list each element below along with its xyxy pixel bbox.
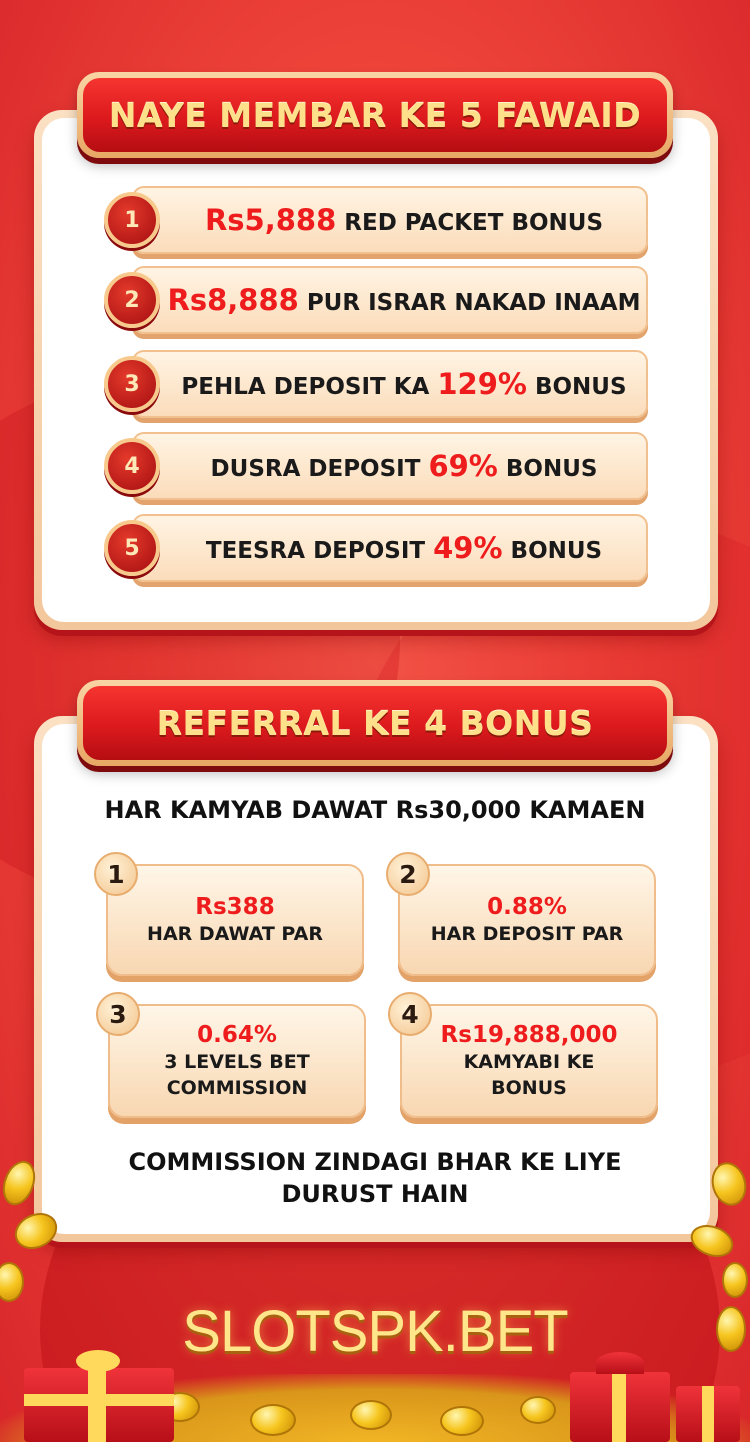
card-label: HAR DEPOSIT PAR xyxy=(430,923,624,945)
benefit-row xyxy=(104,186,648,254)
benefit-row xyxy=(104,350,648,418)
card-label: KAMYABI KE xyxy=(463,1051,595,1073)
benefit-highlight: 49% xyxy=(433,531,503,565)
card-label: 3 LEVELS BET xyxy=(164,1051,310,1073)
benefit-row xyxy=(104,514,648,582)
coin-icon xyxy=(250,1404,296,1436)
referral-card xyxy=(398,859,656,976)
commission-note: COMMISSION ZINDAGI BHAR KE LIYE DURUST HAIN xyxy=(128,1148,622,1208)
referral-card xyxy=(108,999,366,1118)
benefit-number-badge: 2 xyxy=(104,272,160,328)
referral-subtitle: HAR KAMYAB DAWAT Rs30,000 KAMAEN xyxy=(104,796,646,824)
benefit-highlight: 69% xyxy=(428,449,498,483)
benefit-text: Rs5,888 RED PACKET BONUS xyxy=(204,203,604,237)
card-number-badge: 3 xyxy=(96,992,140,1036)
benefit-text: Rs8,888 PUR ISRAR NAKAD INAAM xyxy=(167,283,641,317)
card-label: HAR DAWAT PAR xyxy=(147,923,323,945)
card-number-badge: 4 xyxy=(388,992,432,1036)
card-number-badge: 2 xyxy=(386,852,430,896)
benefit-highlight: Rs5,888 xyxy=(204,203,337,237)
referral-title-banner xyxy=(77,680,673,766)
card-label: COMMISSION xyxy=(166,1077,308,1099)
benefit-text: TEESRA DEPOSIT 49% BONUS xyxy=(205,531,603,565)
card-label: BONUS xyxy=(491,1077,567,1099)
benefit-number-badge: 3 xyxy=(104,356,160,412)
benefit-number-badge: 1 xyxy=(104,192,160,248)
benefit-highlight: 129% xyxy=(437,367,527,401)
benefit-text: PEHLA DEPOSIT KA 129% BONUS xyxy=(181,367,627,401)
coin-icon xyxy=(350,1400,392,1430)
coin-icon xyxy=(0,1262,24,1302)
brand-logo: SLOTSPK.BET xyxy=(182,1299,568,1364)
card-value: 0.64% xyxy=(197,1022,277,1048)
benefit-number-badge: 5 xyxy=(104,520,160,576)
benefit-highlight: Rs8,888 xyxy=(167,283,299,317)
benefit-text: DUSRA DEPOSIT 69% BONUS xyxy=(210,449,598,483)
referral-card xyxy=(400,999,658,1118)
benefit-row xyxy=(104,432,648,500)
referral-title: REFERRAL KE 4 BONUS xyxy=(83,686,667,760)
referral-card xyxy=(106,859,364,976)
coin-icon xyxy=(722,1262,748,1298)
benefits-title-banner xyxy=(77,72,673,158)
card-value: 0.88% xyxy=(487,894,567,920)
benefit-row xyxy=(104,266,648,334)
card-number-badge: 1 xyxy=(94,852,138,896)
card-value: Rs388 xyxy=(195,894,275,920)
benefits-title: NAYE MEMBAR KE 5 FAWAID xyxy=(83,78,667,152)
coin-icon xyxy=(520,1396,556,1424)
coin-icon xyxy=(440,1406,484,1436)
card-value: Rs19,888,000 xyxy=(440,1022,618,1048)
benefit-number-badge: 4 xyxy=(104,438,160,494)
